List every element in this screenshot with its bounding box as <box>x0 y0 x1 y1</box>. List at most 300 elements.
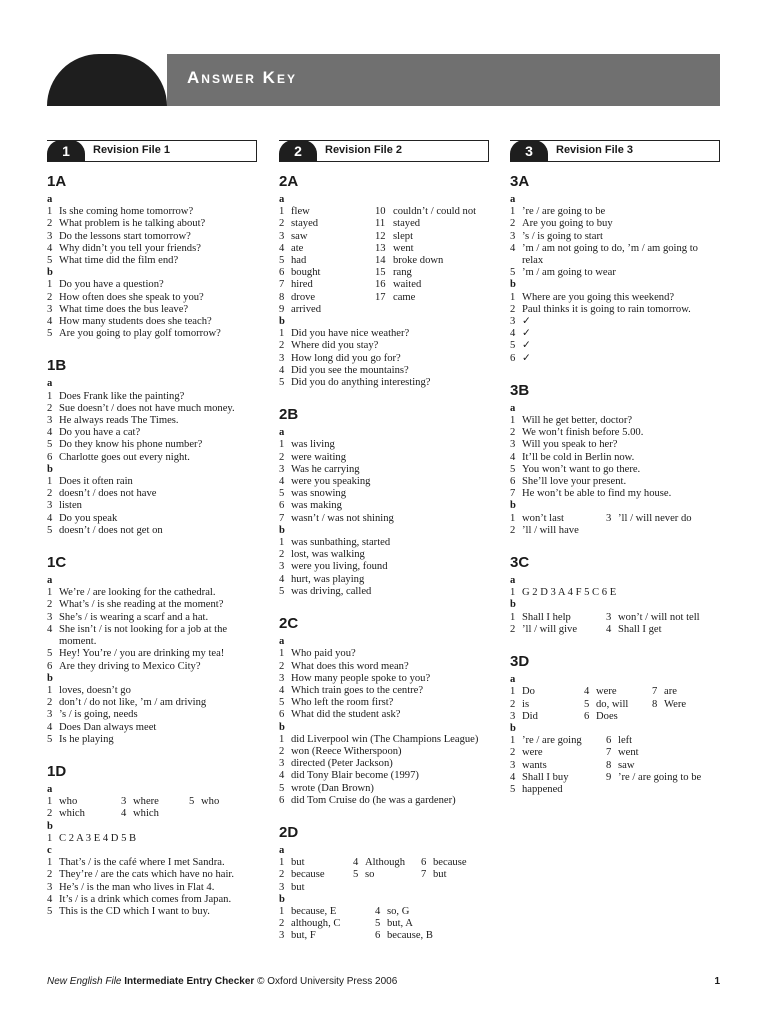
answer-line <box>510 316 720 328</box>
answer-list <box>279 734 489 807</box>
answer-list <box>510 292 720 365</box>
answer-line <box>353 857 421 869</box>
answer-text: was making <box>291 500 342 512</box>
section-spacer <box>47 746 257 756</box>
exercise-letter: a <box>47 575 53 587</box>
answer-line <box>510 784 606 796</box>
answer-list <box>279 906 489 943</box>
answer-text: It’ll be cold in Berlin now. <box>522 451 635 463</box>
answer-number: 3 <box>47 500 53 512</box>
answer-number: 2 <box>47 808 53 820</box>
answer-number <box>421 882 433 894</box>
answer-number: 14 <box>375 255 386 267</box>
answer-text: won’t / will not tell <box>618 611 700 623</box>
answer-text: so, G <box>387 905 410 917</box>
answer-number: 7 <box>279 512 285 524</box>
answer-number: 3 <box>47 303 53 315</box>
answer-text <box>201 808 257 820</box>
section-spacer <box>279 807 489 817</box>
exercise-letter: b <box>47 267 53 279</box>
answer-text: who <box>201 796 220 808</box>
answer-number: 1 <box>279 857 285 869</box>
revision-file-header <box>47 140 257 162</box>
answer-text: wants <box>522 759 547 771</box>
exercise-letter: b <box>510 279 516 291</box>
answer-number: 4 <box>47 893 53 905</box>
answer-line <box>279 918 375 930</box>
answer-number: 4 <box>279 573 285 585</box>
answer-text: saw <box>291 230 308 242</box>
answer-line <box>47 833 257 845</box>
answer-line <box>47 882 257 894</box>
answer-number: 2 <box>279 918 285 930</box>
answer-number: 3 <box>510 710 516 722</box>
revision-file-number: 1 <box>47 140 85 161</box>
answer-number: 4 <box>584 686 590 698</box>
answer-number: 3 <box>279 930 285 942</box>
answer-line <box>47 624 257 648</box>
answer-number: 5 <box>353 869 359 881</box>
answer-list <box>47 857 257 918</box>
answer-text: were you living, found <box>291 561 388 573</box>
answer-text: Did you see the mountains? <box>291 364 409 376</box>
answer-text: came <box>393 291 416 303</box>
answer-text: was snowing <box>291 488 347 500</box>
answer-number: 3 <box>510 759 516 771</box>
answer-text: How many people spoke to you? <box>291 672 431 684</box>
answer-number: 2 <box>47 402 53 414</box>
answer-line <box>47 599 257 611</box>
answer-list <box>47 476 257 537</box>
answer-text: Were <box>664 698 687 710</box>
answer-number: 1 <box>279 439 285 451</box>
page-title: Answer Key <box>187 68 297 87</box>
section-spacer <box>47 537 257 547</box>
answer-number: 2 <box>510 623 516 635</box>
answer-line <box>47 808 121 820</box>
answer-number: 3 <box>510 439 516 451</box>
answer-line <box>279 648 489 660</box>
answer-text: which <box>59 808 85 820</box>
answer-text: were you speaking <box>291 476 371 488</box>
answer-line <box>510 328 720 340</box>
answer-number: 4 <box>279 476 285 488</box>
exercise-letter: a <box>510 194 516 205</box>
column-content <box>47 174 257 928</box>
answer-list <box>510 513 720 537</box>
answer-text: went <box>618 747 639 759</box>
answer-number: 3 <box>279 672 285 684</box>
answer-number: 3 <box>47 709 53 721</box>
answer-number: 15 <box>375 267 386 279</box>
answer-line <box>47 279 257 291</box>
answer-line <box>510 513 606 525</box>
answer-text: Does it often rain <box>59 476 133 488</box>
answer-text: Are they driving to Mexico City? <box>59 660 201 672</box>
section-spacer <box>279 598 489 608</box>
column-content <box>279 174 489 953</box>
footer-book-title: New English File <box>47 976 122 987</box>
section-spacer <box>510 365 720 375</box>
answer-line <box>375 918 489 930</box>
answer-line <box>279 869 353 881</box>
answer-line <box>189 808 257 820</box>
answer-text: who <box>59 796 78 808</box>
answer-line <box>606 760 720 772</box>
section-title: 1B <box>47 357 67 375</box>
answer-text: How often does she speak to you? <box>59 291 204 303</box>
answer-line <box>375 292 489 304</box>
answer-line <box>279 218 375 230</box>
answer-line <box>279 709 489 721</box>
answer-list <box>510 587 720 599</box>
answer-number: 5 <box>510 783 516 795</box>
answer-text: stayed <box>393 218 421 230</box>
answer-number: 4 <box>510 771 516 783</box>
answer-text: ’ll / will give <box>522 623 578 635</box>
answer-number: 6 <box>279 709 285 721</box>
answer-text: Shall I buy <box>522 771 569 783</box>
answer-list <box>510 206 720 279</box>
answer-line <box>47 685 257 697</box>
answer-text: Will he get better, doctor? <box>522 415 633 427</box>
answer-number: 4 <box>510 451 516 463</box>
answer-line <box>375 906 489 918</box>
answer-text: so <box>365 869 375 881</box>
answer-number: 1 <box>47 279 53 291</box>
answer-line <box>47 857 257 869</box>
answer-line <box>510 427 720 439</box>
answer-number: 1 <box>279 328 285 340</box>
answer-line <box>279 930 375 942</box>
section-title: 2B <box>279 406 299 424</box>
section-spacer <box>510 636 720 646</box>
answer-number: 4 <box>47 623 53 635</box>
answer-text: Sue doesn’t / does not have much money. <box>59 402 235 414</box>
answer-number: 4 <box>279 684 285 696</box>
answer-text: ✓ <box>522 328 531 340</box>
answer-line <box>47 796 121 808</box>
answer-number: 7 <box>606 747 612 759</box>
answer-text: Where are you going this weekend? <box>522 291 675 303</box>
answer-number: 1 <box>279 733 285 745</box>
answer-text: Paul thinks it is going to rain tomorrow. <box>522 303 691 315</box>
answer-number: 1 <box>510 611 516 623</box>
answer-line <box>421 882 489 894</box>
answer-line <box>375 243 489 255</box>
answer-number: 5 <box>584 698 590 710</box>
answer-number: 1 <box>47 206 53 218</box>
answer-text: Are you going to play golf tomorrow? <box>59 328 221 340</box>
answer-list <box>279 648 489 721</box>
answer-text: G 2 D 3 A 4 F 5 C 6 E <box>522 587 617 599</box>
answer-line <box>510 415 720 427</box>
answer-line <box>47 403 257 415</box>
answer-list <box>47 587 257 672</box>
answer-line <box>279 476 489 488</box>
answer-line <box>279 206 375 218</box>
answer-number: 5 <box>279 697 285 709</box>
answer-line <box>279 734 489 746</box>
answer-line <box>510 476 720 488</box>
answer-number: 7 <box>279 279 285 291</box>
answer-line <box>606 612 720 624</box>
answer-line <box>279 857 353 869</box>
answer-number: 1 <box>47 390 53 402</box>
answer-line <box>279 488 489 500</box>
revision-file-header <box>510 140 720 162</box>
answer-number: 3 <box>279 561 285 573</box>
answer-list <box>47 391 257 464</box>
answer-line <box>510 464 720 476</box>
answer-line <box>510 452 720 464</box>
answer-text: although, C <box>291 918 341 930</box>
answer-text: lost, was walking <box>291 549 365 561</box>
answer-line <box>510 353 720 365</box>
answer-text: What time did the film end? <box>59 255 179 267</box>
answer-number: 6 <box>279 267 285 279</box>
answer-text: drove <box>291 291 316 303</box>
answer-line <box>47 328 257 340</box>
exercise-letter: a <box>47 194 53 205</box>
answer-text: ’re / are going to be <box>618 771 702 783</box>
answer-line <box>510 612 606 624</box>
answer-text: which <box>133 808 159 820</box>
answer-line <box>47 587 257 599</box>
answer-line <box>279 231 375 243</box>
answer-number: 3 <box>606 512 612 524</box>
answer-key-banner <box>47 54 720 106</box>
answer-line <box>279 439 489 451</box>
answer-number: 8 <box>652 698 658 710</box>
answer-text: was living <box>291 439 335 451</box>
answer-text: Does Dan always meet <box>59 721 157 733</box>
answer-text: arrived <box>291 303 321 315</box>
answer-number: 2 <box>510 698 516 710</box>
exercise-letter: a <box>47 378 53 390</box>
answer-line <box>47 722 257 734</box>
answer-line <box>47 452 257 464</box>
answer-number: 2 <box>47 488 53 500</box>
answer-text: ✓ <box>522 352 531 364</box>
answer-number: 2 <box>510 218 516 230</box>
answer-line <box>47 869 257 881</box>
answer-number: 5 <box>279 255 285 267</box>
answer-number: 2 <box>279 218 285 230</box>
answer-number: 5 <box>510 463 516 475</box>
exercise-letter: b <box>47 672 53 684</box>
answer-line <box>584 686 652 698</box>
answer-text: hurt, was playing <box>291 573 365 585</box>
answer-number: 10 <box>375 206 386 218</box>
answer-number: 5 <box>189 796 195 808</box>
exercise-letter: a <box>510 575 516 587</box>
answer-line <box>47 513 257 525</box>
answer-number: 1 <box>510 206 516 218</box>
answer-text: flew <box>291 206 310 218</box>
answer-line <box>279 561 489 573</box>
answer-line <box>510 488 720 500</box>
exercise-letter: a <box>47 783 53 795</box>
answer-text: bought <box>291 267 321 279</box>
answer-text: ’re / are going <box>522 735 582 747</box>
answer-line <box>279 464 489 476</box>
answer-line <box>279 770 489 782</box>
answer-number <box>652 711 664 723</box>
answer-line <box>606 784 720 796</box>
answer-text: doesn’t / does not get on <box>59 524 163 536</box>
answer-text: It’s / is a drink which comes from Japan. <box>59 893 232 905</box>
answer-list <box>47 685 257 746</box>
answer-text: Are you going to buy <box>522 218 613 230</box>
answer-line <box>279 906 375 918</box>
answer-number: 1 <box>510 512 516 524</box>
answer-number: 4 <box>279 242 285 254</box>
exercise-letter: a <box>510 402 516 414</box>
answer-text: but, F <box>291 930 316 942</box>
answer-line <box>47 415 257 427</box>
answer-text: rang <box>393 267 412 279</box>
answer-text: waited <box>393 279 422 291</box>
answer-number: 6 <box>375 930 381 942</box>
answer-number <box>606 784 618 796</box>
answer-number: 2 <box>279 549 285 561</box>
answer-list <box>279 537 489 598</box>
answer-line <box>279 549 489 561</box>
column-revision-file-3 <box>510 140 720 806</box>
section-spacer <box>47 340 257 350</box>
answer-line <box>279 795 489 807</box>
answer-line <box>606 747 720 759</box>
answer-text: What time does the bus leave? <box>59 303 189 315</box>
answer-text: Did you do anything interesting? <box>291 377 431 389</box>
answer-number: 2 <box>510 524 516 536</box>
answer-line <box>510 340 720 352</box>
answer-number: 4 <box>510 242 516 254</box>
answer-line <box>279 882 353 894</box>
exercise-letter: b <box>279 316 285 328</box>
answer-text <box>365 882 421 894</box>
section-title: 2C <box>279 615 299 633</box>
answer-line <box>375 304 489 316</box>
answer-line <box>510 747 606 759</box>
column-revision-file-2 <box>279 140 489 953</box>
answer-line <box>279 353 489 365</box>
answer-line <box>47 304 257 316</box>
answer-number: 2 <box>510 303 516 315</box>
answer-number: 3 <box>47 415 53 427</box>
answer-line <box>606 513 720 525</box>
exercise-letter: b <box>47 820 53 832</box>
answer-text <box>387 304 489 316</box>
section-title: 2D <box>279 823 299 841</box>
answer-number: 17 <box>375 291 386 303</box>
answer-number: 2 <box>47 869 53 881</box>
answer-number: 3 <box>279 463 285 475</box>
exercise-letter: a <box>279 636 285 648</box>
answer-line <box>47 734 257 746</box>
revision-file-number: 2 <box>279 140 317 161</box>
answer-line <box>279 685 489 697</box>
answer-number: 1 <box>279 648 285 660</box>
answer-text: was sunbathing, started <box>291 537 391 549</box>
footer-copyright: © Oxford University Press 2006 <box>257 976 398 987</box>
answer-number: 6 <box>421 857 427 869</box>
answer-number: 2 <box>47 599 53 611</box>
answer-number: 1 <box>47 684 53 696</box>
section-title: 3C <box>510 554 530 572</box>
answer-text: slept <box>393 230 414 242</box>
answer-number: 4 <box>47 242 53 254</box>
answer-number: 1 <box>279 537 285 549</box>
answer-number: 6 <box>279 500 285 512</box>
revision-file-number: 3 <box>510 140 548 161</box>
answer-number: 1 <box>510 587 516 599</box>
answer-number: 4 <box>47 316 53 328</box>
answer-number <box>189 808 201 820</box>
answer-number: 2 <box>279 745 285 757</box>
answer-number: 7 <box>421 869 427 881</box>
answer-text: is <box>522 698 530 710</box>
answer-text: We’re / are looking for the cathedral. <box>59 587 216 599</box>
answer-number: 6 <box>584 710 590 722</box>
answer-number: 9 <box>279 303 285 315</box>
exercise-letter: b <box>279 893 285 905</box>
answer-line <box>47 697 257 709</box>
answer-line <box>353 882 421 894</box>
answer-line <box>279 377 489 389</box>
answer-number: 13 <box>375 242 386 254</box>
section-spacer <box>279 389 489 399</box>
answer-line <box>47 231 257 243</box>
answer-text: C 2 A 3 E 4 D 5 B <box>59 832 137 844</box>
answer-text: ’re / are going to be <box>522 206 606 218</box>
answer-number: 4 <box>353 857 359 869</box>
answer-text: Will you speak to her? <box>522 439 618 451</box>
answer-line <box>279 279 375 291</box>
answer-number: 12 <box>375 230 386 242</box>
answer-line <box>279 673 489 685</box>
answer-text <box>618 525 720 537</box>
section-title: 1D <box>47 762 67 780</box>
answer-line <box>421 857 489 869</box>
answer-number: 7 <box>510 488 516 500</box>
answer-list <box>279 439 489 524</box>
answer-text: Why didn’t you tell your friends? <box>59 242 201 254</box>
answer-number: 1 <box>47 857 53 869</box>
answer-line <box>279 697 489 709</box>
answer-line <box>279 783 489 795</box>
answer-number: 5 <box>375 918 381 930</box>
answer-line <box>606 624 720 636</box>
answer-text: were <box>522 747 543 759</box>
answer-line <box>510 292 720 304</box>
answer-number: 4 <box>606 623 612 635</box>
answer-line <box>47 525 257 537</box>
column-revision-file-1 <box>47 140 257 928</box>
answer-number: 2 <box>510 427 516 439</box>
answer-list <box>510 612 720 636</box>
answer-text: Does <box>596 710 618 722</box>
answer-number: 5 <box>47 905 53 917</box>
answer-line <box>510 587 720 599</box>
answer-text: What did the student ask? <box>291 709 401 721</box>
answer-text: was driving, called <box>291 585 372 597</box>
answer-line <box>606 525 720 537</box>
answer-text: won’t last <box>522 512 564 524</box>
answer-number: 3 <box>279 352 285 364</box>
answer-number: 7 <box>652 686 658 698</box>
